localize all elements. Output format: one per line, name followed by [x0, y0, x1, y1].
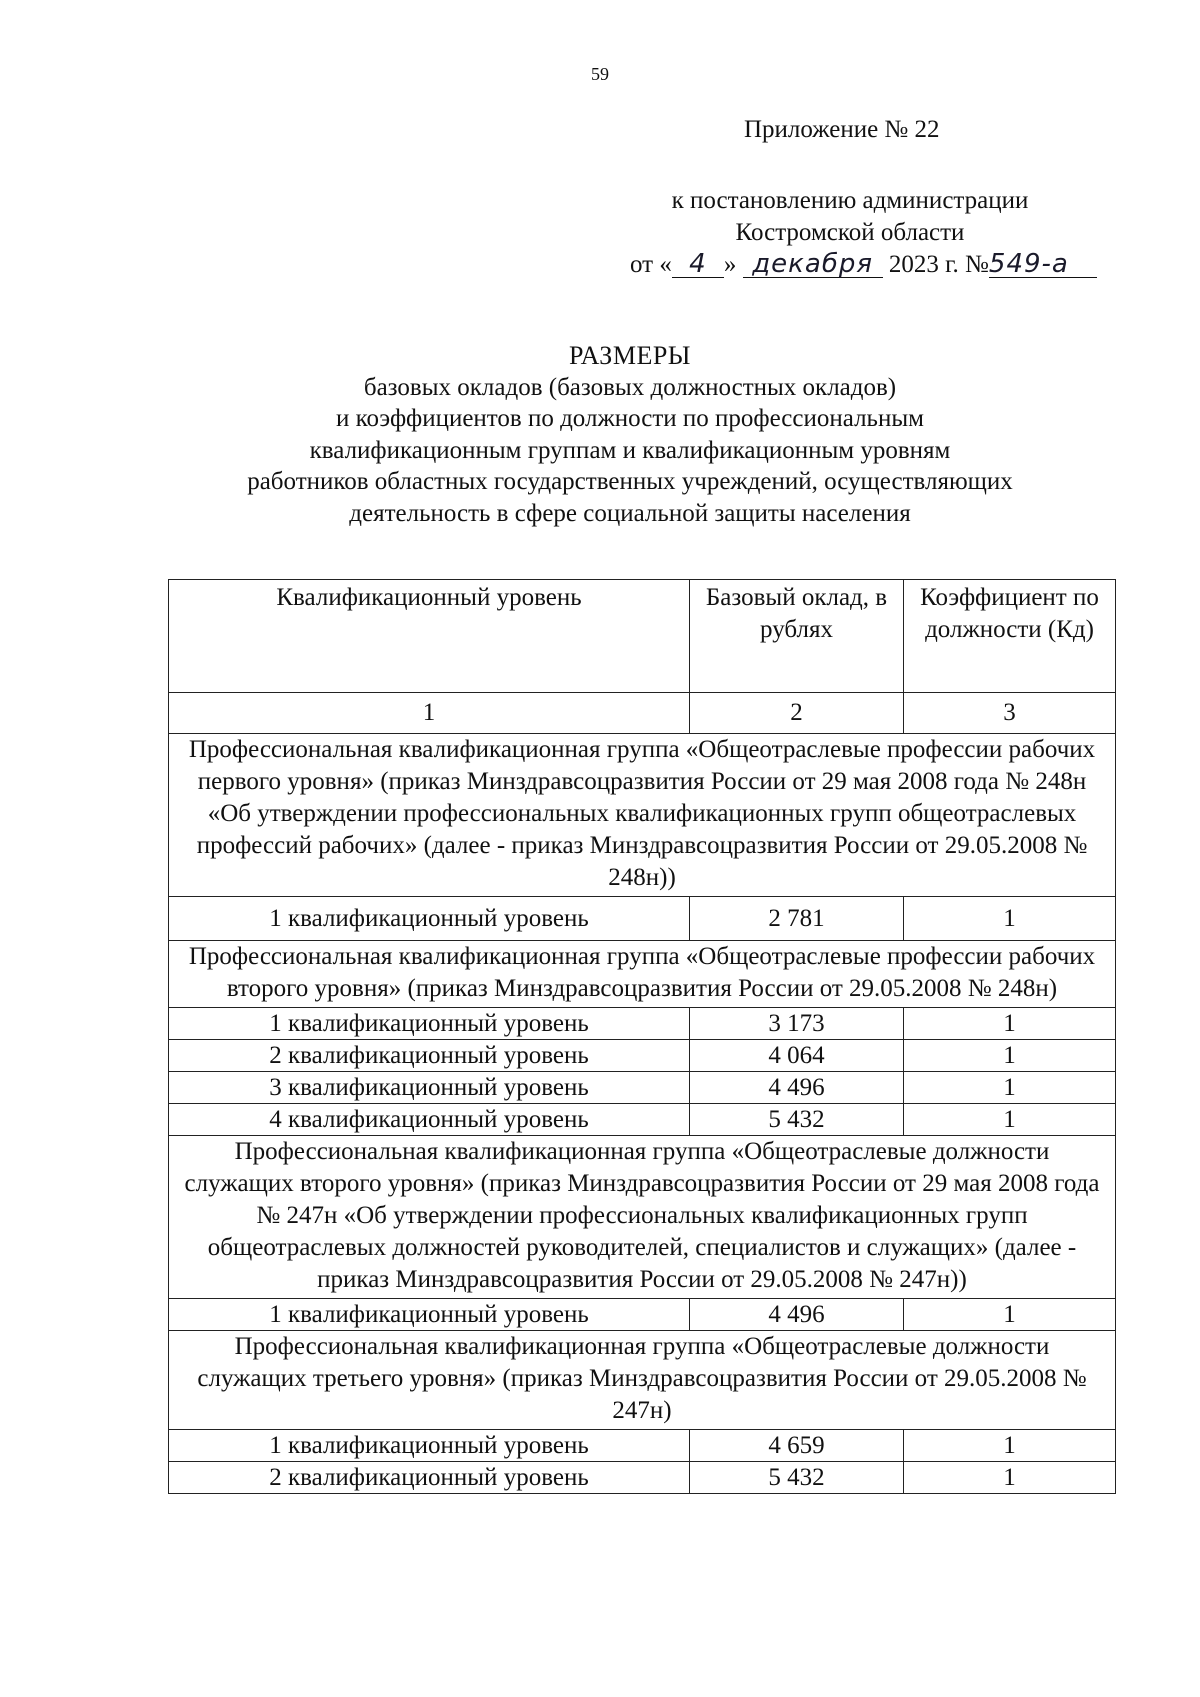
title-line: работников областных государственных учреждений, осуществляющих	[247, 468, 1013, 495]
header-level: Квалификационный уровень	[169, 580, 690, 693]
cell-salary: 2 781	[690, 897, 904, 941]
column-number-row	[169, 693, 1116, 734]
cell-level: 1 квалификационный уровень	[169, 1430, 690, 1462]
cell-coefficient: 1	[904, 1104, 1116, 1136]
cell-salary: 4 659	[690, 1430, 904, 1462]
column-number: 1	[169, 693, 690, 734]
table-row	[169, 1430, 1116, 1462]
cell-level: 1 квалификационный уровень	[169, 1008, 690, 1040]
date-year: 2023 г. №	[888, 251, 989, 278]
title-line: квалификационным группам и квалификационным уровням	[309, 436, 951, 464]
table-row	[169, 1040, 1116, 1072]
table-row	[169, 1104, 1116, 1136]
column-number: 3	[904, 693, 1116, 734]
cell-coefficient: 1	[904, 1008, 1116, 1040]
resolution-line-1: к постановлению администрации	[671, 187, 1029, 214]
header-salary: Базовый оклад, в рублях	[690, 580, 904, 693]
resolution-line-2: Костромской области	[735, 219, 965, 246]
header-coefficient: Коэффициент по должности (Кд)	[904, 580, 1116, 693]
table-row	[169, 897, 1116, 941]
handwritten-number: 549-а	[989, 251, 1097, 278]
cell-level: 1 квалификационный уровень	[169, 1299, 690, 1331]
table-row	[169, 1462, 1116, 1494]
group-header-row	[169, 734, 1116, 897]
resolution-reference	[630, 185, 1070, 281]
table-header-row	[169, 580, 1116, 693]
cell-coefficient: 1	[904, 1072, 1116, 1104]
page-number: 59	[591, 64, 609, 84]
cell-coefficient: 1	[904, 1430, 1116, 1462]
group-title: Профессиональная квалификационная группа «Общеотраслевые должности служащих второго уровня» (приказ Минздравсоцразвития России от 29 мая 2008 года № 247н «Об утверждении профессиональных квалификационных групп общеотраслевых должностей руководителей, специалистов и служащих» (далее - приказ Минздравсоцразвития России от 29.05.2008 № 247н))	[169, 1136, 1116, 1299]
cell-salary: 4 496	[690, 1072, 904, 1104]
document-title	[150, 340, 1110, 529]
group-header-row	[169, 1136, 1116, 1299]
handwritten-day: 4	[672, 251, 724, 278]
cell-level: 2 квалификационный уровень	[169, 1462, 690, 1494]
group-title: Профессиональная квалификационная группа «Общеотраслевые профессии рабочих первого уровня» (приказ Минздравсоцразвития России от 29 мая 2008 года № 248н «Об утверждении профессиональных квалификационных групп общеотраслевых профессий рабочих» (далее - приказ Минздравсоцразвития России от 29.05.2008 № 248н))	[169, 734, 1116, 897]
date-prefix: от «	[630, 251, 672, 278]
group-title: Профессиональная квалификационная группа «Общеотраслевые должности служащих третьего уровня» (приказ Минздравсоцразвития России от 29.05.2008 № 247н)	[169, 1331, 1116, 1430]
date-mid: »	[723, 251, 737, 278]
cell-level: 4 квалификационный уровень	[169, 1104, 690, 1136]
title-main: РАЗМЕРЫ	[569, 341, 691, 370]
cell-level: 2 квалификационный уровень	[169, 1040, 690, 1072]
cell-level: 1 квалификационный уровень	[169, 897, 690, 941]
title-line: деятельность в сфере социальной защиты населения	[349, 499, 911, 527]
resolution-date-line	[630, 249, 1070, 281]
table-row	[169, 1072, 1116, 1104]
cell-level: 3 квалификационный уровень	[169, 1072, 690, 1104]
cell-salary: 4 064	[690, 1040, 904, 1072]
cell-coefficient: 1	[904, 1462, 1116, 1494]
handwritten-month: декабря	[743, 251, 883, 278]
cell-coefficient: 1	[904, 897, 1116, 941]
title-line: базовых окладов (базовых должностных окладов)	[363, 373, 897, 401]
group-header-row	[169, 941, 1116, 1008]
cell-salary: 3 173	[690, 1008, 904, 1040]
appendix-label: Приложение № 22	[744, 116, 940, 143]
group-header-row	[169, 1331, 1116, 1430]
cell-coefficient: 1	[904, 1040, 1116, 1072]
cell-salary: 5 432	[690, 1462, 904, 1494]
cell-salary: 4 496	[690, 1299, 904, 1331]
cell-salary: 5 432	[690, 1104, 904, 1136]
column-number: 2	[690, 693, 904, 734]
table-row	[169, 1008, 1116, 1040]
title-line: и коэффициентов по должности по профессиональным	[336, 405, 924, 432]
group-title: Профессиональная квалификационная группа «Общеотраслевые профессии рабочих второго уровня» (приказ Минздравсоцразвития России от 29.05.2008 № 248н)	[169, 941, 1116, 1008]
salary-table	[168, 579, 1116, 1494]
cell-coefficient: 1	[904, 1299, 1116, 1331]
table-row	[169, 1299, 1116, 1331]
